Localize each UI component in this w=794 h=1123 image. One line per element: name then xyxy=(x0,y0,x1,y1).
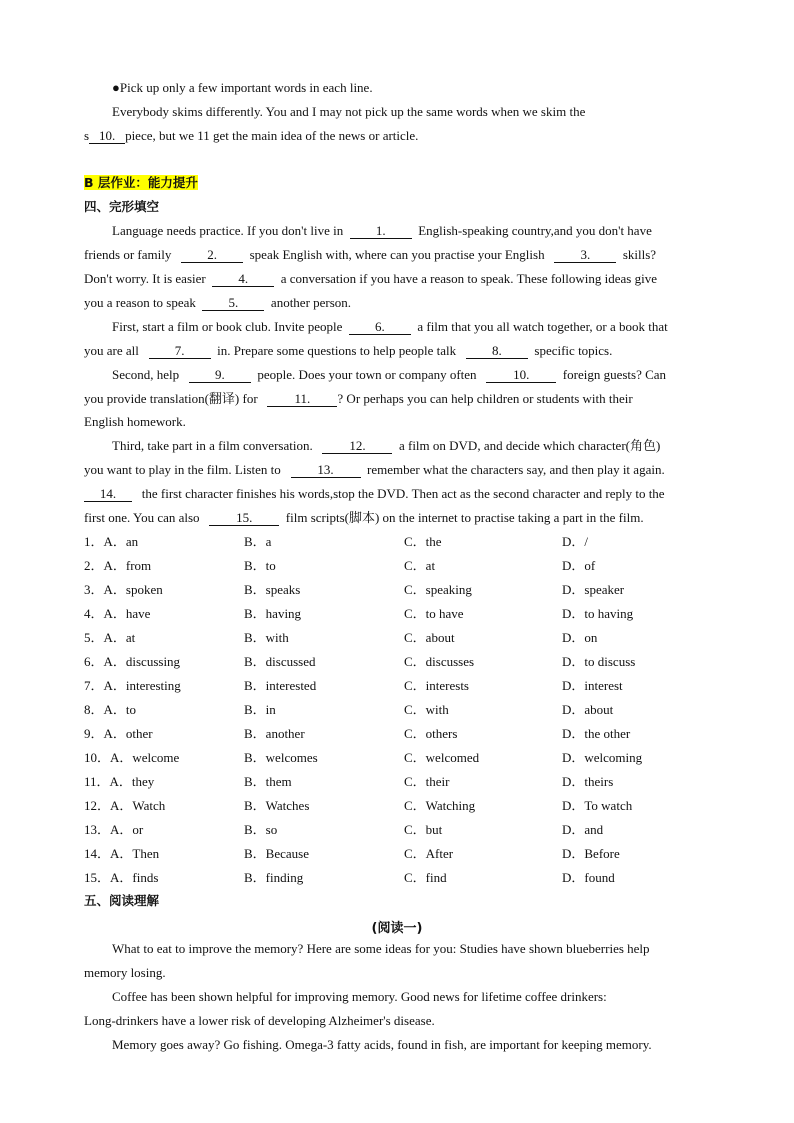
passage-line-7 xyxy=(112,367,666,383)
option-b[interactable]: B．speaks xyxy=(244,582,301,597)
text: a film that you all watch together, or a book that xyxy=(417,319,668,334)
option-d[interactable]: D．/ xyxy=(562,534,589,549)
blank-6[interactable]: 6. xyxy=(349,320,411,335)
blank-1[interactable]: 1. xyxy=(350,224,412,239)
option-d[interactable]: D．speaker xyxy=(562,582,625,597)
section-5-title: 五、阅读理解 xyxy=(84,893,160,908)
blank-8[interactable]: 8. xyxy=(466,344,528,359)
passage-line-5 xyxy=(112,319,668,335)
option-d[interactable]: D．and xyxy=(562,822,604,837)
option-b[interactable]: B．another xyxy=(244,726,305,741)
option-row-15 xyxy=(84,870,724,886)
passage-line-13 xyxy=(84,510,644,526)
option-a[interactable]: 3．A．spoken xyxy=(84,582,163,597)
passage-line-1 xyxy=(112,223,652,239)
passage-line-3 xyxy=(84,271,657,287)
option-d[interactable]: D．the other xyxy=(562,726,631,741)
option-a[interactable]: 10．A．welcome xyxy=(84,750,180,765)
option-c[interactable]: C．interests xyxy=(404,678,469,693)
text: you want to play in the film. Listen to xyxy=(84,462,281,477)
option-a[interactable]: 8．A．to xyxy=(84,702,137,717)
text: remember what the characters say, and then play it again. xyxy=(367,462,665,477)
option-d[interactable]: D．about xyxy=(562,702,614,717)
blank-7[interactable]: 7. xyxy=(149,344,211,359)
passage-line-4 xyxy=(84,295,351,311)
option-row-12 xyxy=(84,798,724,814)
text: in. Prepare some questions to help people talk xyxy=(217,343,457,358)
option-d[interactable]: D．Before xyxy=(562,846,620,861)
option-b[interactable]: B．Because xyxy=(244,846,309,861)
blank-4[interactable]: 4. xyxy=(212,272,274,287)
option-b[interactable]: B．interested xyxy=(244,678,317,693)
option-a[interactable]: 14．A．Then xyxy=(84,846,160,861)
passage-line-8 xyxy=(84,391,633,407)
text: foreign guests? Can xyxy=(562,367,667,382)
option-c[interactable]: C．discusses xyxy=(404,654,475,669)
option-b[interactable]: B．having xyxy=(244,606,302,621)
text: another person. xyxy=(270,295,352,310)
passage-line-11 xyxy=(84,462,665,478)
option-row-2 xyxy=(84,558,724,574)
option-a[interactable]: 12．A．Watch xyxy=(84,798,166,813)
blank-3[interactable]: 3. xyxy=(554,248,616,263)
blank-9[interactable]: 9. xyxy=(189,368,251,383)
text: First, start a film or book club. Invite people xyxy=(112,319,343,334)
reading-line-1: What to eat to improve the memory? Here are some ideas for you: Studies have shown blueberries help xyxy=(112,941,650,956)
option-b[interactable]: B．finding xyxy=(244,870,304,885)
option-c[interactable]: C．After xyxy=(404,846,454,861)
option-b[interactable]: B．welcomes xyxy=(244,750,318,765)
option-c[interactable]: C．Watching xyxy=(404,798,476,813)
option-b[interactable]: B．with xyxy=(244,630,289,645)
option-d[interactable]: D．To watch xyxy=(562,798,633,813)
option-d[interactable]: D．found xyxy=(562,870,615,885)
option-row-8 xyxy=(84,702,724,718)
blank-10[interactable]: 10. xyxy=(89,129,125,144)
section-b-label xyxy=(84,175,198,191)
highlighted-heading: B 层作业：能力提升 xyxy=(84,175,198,190)
option-a[interactable]: 11．A．they xyxy=(84,774,155,789)
text: you provide translation(翻译) for xyxy=(84,391,258,406)
option-row-7 xyxy=(84,678,724,694)
text: s xyxy=(84,128,90,143)
option-row-9 xyxy=(84,726,724,742)
blank-5[interactable]: 5. xyxy=(202,296,264,311)
option-a[interactable]: 1．A．an xyxy=(84,534,139,549)
blank-14[interactable]: 14. xyxy=(84,487,132,502)
option-c[interactable]: C．with xyxy=(404,702,449,717)
option-b[interactable]: B．to xyxy=(244,558,276,573)
option-row-10 xyxy=(84,750,724,766)
reading-line-3: Coffee has been shown helpful for improving memory. Good news for lifetime coffee drinkers: xyxy=(112,989,607,1004)
option-row-1 xyxy=(84,534,724,550)
option-b[interactable]: B．so xyxy=(244,822,278,837)
option-b[interactable]: B．in xyxy=(244,702,276,717)
option-b[interactable]: B．Watches xyxy=(244,798,310,813)
text: Third, take part in a film conversation. xyxy=(112,438,313,453)
passage-line-6 xyxy=(84,343,612,359)
option-a[interactable]: 7．A．interesting xyxy=(84,678,181,693)
blank-15[interactable]: 15. xyxy=(209,511,279,526)
option-a[interactable]: 13．A．or xyxy=(84,822,144,837)
option-row-6 xyxy=(84,654,724,670)
blank-11[interactable]: 11. xyxy=(267,392,337,407)
option-b[interactable]: B．them xyxy=(244,774,292,789)
option-a[interactable]: 2．A．from xyxy=(84,558,152,573)
text: Language needs practice. If you don't live in xyxy=(112,223,344,238)
text: English-speaking country,and you don't have xyxy=(418,223,652,238)
text: speak English with, where can you practise your English xyxy=(249,247,545,262)
option-c[interactable]: C．welcomed xyxy=(404,750,480,765)
text: Second, help xyxy=(112,367,180,382)
option-c[interactable]: C．to have xyxy=(404,606,464,621)
option-d[interactable]: D．welcoming xyxy=(562,750,643,765)
option-d[interactable]: D．to discuss xyxy=(562,654,636,669)
option-a[interactable]: 5．A．at xyxy=(84,630,136,645)
text: film scripts(脚本) on the internet to practise taking a part in the film. xyxy=(285,510,644,525)
option-d[interactable]: D．theirs xyxy=(562,774,614,789)
option-row-5 xyxy=(84,630,724,646)
intro-blank-line xyxy=(84,128,418,144)
text: people. Does your town or company often xyxy=(257,367,477,382)
text: first one. You can also xyxy=(84,510,200,525)
passage-line-12 xyxy=(84,486,665,502)
option-row-11 xyxy=(84,774,724,790)
blank-13[interactable]: 13. xyxy=(291,463,361,478)
text: piece, but we 11 get the main idea of the news or article. xyxy=(125,128,419,143)
option-c[interactable]: C．find xyxy=(404,870,447,885)
passage-line-9: English homework. xyxy=(84,414,186,429)
text: friends or family xyxy=(84,247,172,262)
passage-line-2 xyxy=(84,247,656,263)
text: a conversation if you have a reason to speak. These following ideas give xyxy=(280,271,658,286)
option-c[interactable]: C．the xyxy=(404,534,442,549)
option-c[interactable]: C．their xyxy=(404,774,450,789)
option-a[interactable]: 4．A．have xyxy=(84,606,151,621)
blank-2[interactable]: 2. xyxy=(181,248,243,263)
text: specific topics. xyxy=(534,343,613,358)
option-a[interactable]: 9．A．other xyxy=(84,726,153,741)
option-row-4 xyxy=(84,606,724,622)
text: Don't worry. It is easier xyxy=(84,271,206,286)
option-a[interactable]: 15．A．finds xyxy=(84,870,159,885)
option-c[interactable]: C．speaking xyxy=(404,582,472,597)
passage-line-10 xyxy=(112,438,660,454)
option-d[interactable]: D．interest xyxy=(562,678,623,693)
reading-line-4: Long-drinkers have a lower risk of developing Alzheimer's disease. xyxy=(84,1013,435,1028)
blank-10[interactable]: 10. xyxy=(486,368,556,383)
text: you a reason to speak xyxy=(84,295,196,310)
text: you are all xyxy=(84,343,139,358)
text: the first character finishes his words,stop the DVD. Then act as the second character and reply to the xyxy=(141,486,665,501)
blank-12[interactable]: 12. xyxy=(322,439,392,454)
option-c[interactable]: C．at xyxy=(404,558,436,573)
option-c[interactable]: C．but xyxy=(404,822,443,837)
text: ? Or perhaps you can help children or students with their xyxy=(337,391,633,406)
option-row-14 xyxy=(84,846,724,862)
option-b[interactable]: B．a xyxy=(244,534,272,549)
intro-bullet-line: ●Pick up only a few important words in each line. xyxy=(112,80,373,95)
section-4-title: 四、完形填空 xyxy=(84,199,160,214)
option-c[interactable]: C．about xyxy=(404,630,455,645)
option-row-3 xyxy=(84,582,724,598)
option-row-13 xyxy=(84,822,724,838)
reading-line-5: Memory goes away? Go fishing. Omega-3 fatty acids, found in fish, are important for keeping memory. xyxy=(112,1037,652,1052)
reading-line-2: memory losing. xyxy=(84,965,166,980)
reading-title: (阅读一) xyxy=(371,921,423,936)
text: skills? xyxy=(622,247,657,262)
option-c[interactable]: C．others xyxy=(404,726,458,741)
text: a film on DVD, and decide which character(角色) xyxy=(398,438,661,453)
intro-skim-line: Everybody skims differently. You and I may not pick up the same words when we skim the xyxy=(112,104,586,119)
option-d[interactable]: D．of xyxy=(562,558,596,573)
option-d[interactable]: D．to having xyxy=(562,606,634,621)
option-d[interactable]: D．on xyxy=(562,630,598,645)
option-a[interactable]: 6．A．discussing xyxy=(84,654,181,669)
option-b[interactable]: B．discussed xyxy=(244,654,316,669)
